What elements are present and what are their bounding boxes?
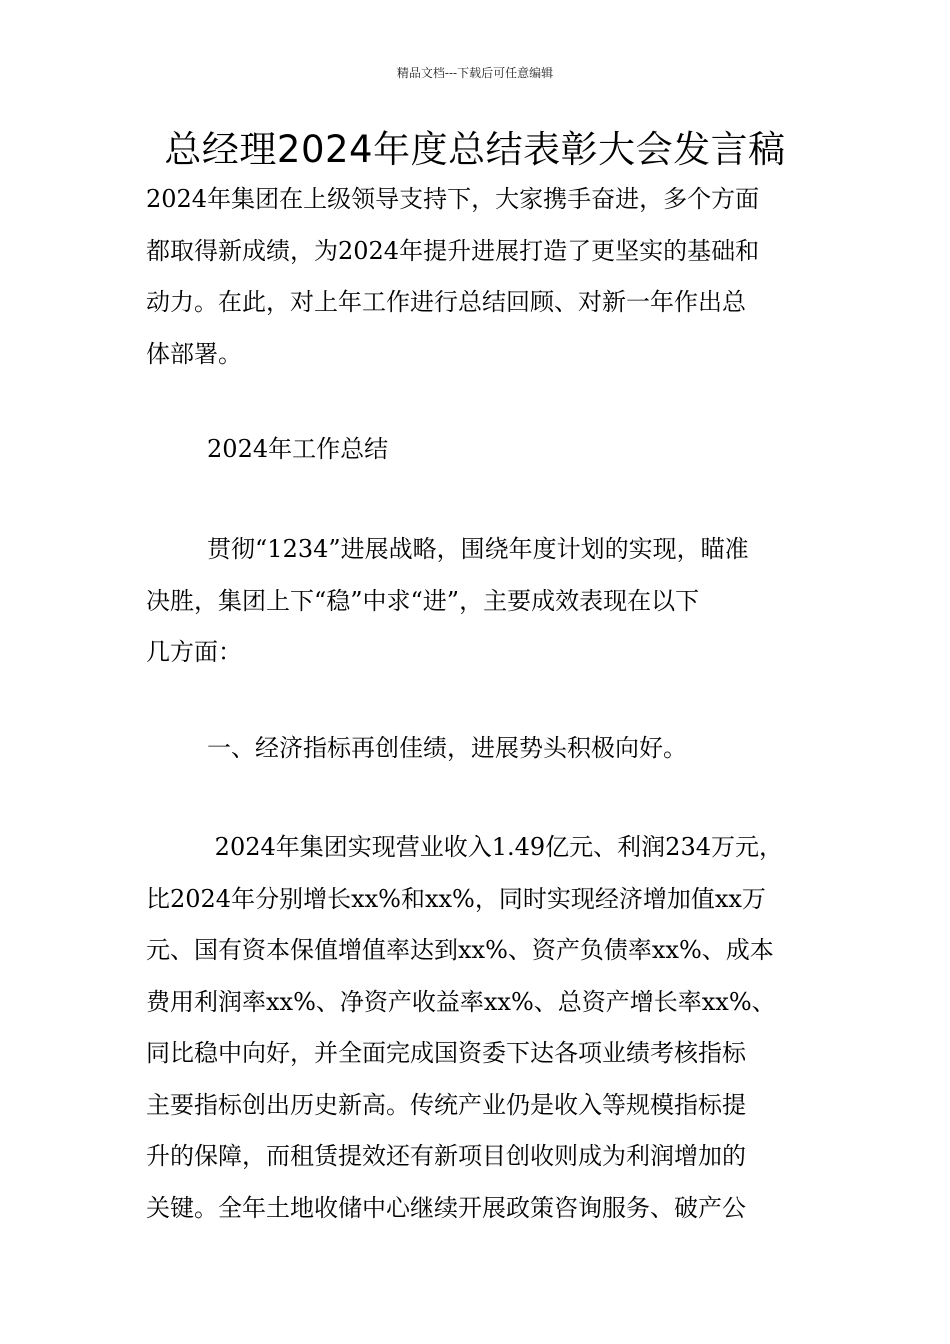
item-one-heading: 一、经济指标再创佳绩，进展势头积极向好。 — [146, 734, 688, 762]
header-note: 精品文档---下载后可任意编辑 — [396, 66, 554, 80]
item-one-paragraph: 2024年集团实现营业收入1.49亿元、利润234万元， 比2024年分别增长xx%和xx%，同时实现经济增加值xx万 元、国有资本保值增值率达到xx%、资产负债率xx%、成本 费用利润率xx%、净资产收益率xx%、总资产增长率xx%、 同比稳中向好，并全面完成国资委下达各项业绩考核指标 主要指标创出历史新高。传统产业仍是收入等规模指标提 升的保障，而租赁提效还有新项目创收则成为利润增加的 关键。全年土地收储中心继续开展政策咨询服务、破产公 — [146, 833, 783, 1222]
document-title: 总经理2024年度总结表彰大会发言稿 — [164, 128, 786, 171]
strategy-paragraph: 贯彻“1234”进展战略，围绕年度计划的实现，瞄准 决胜，集团上下“稳”中求“进”，主要成效表现在以下 几方面： — [146, 535, 749, 666]
intro-paragraph: 2024年集团在上级领导支持下，大家携手奋进，多个方面 都取得新成绩，为2024年提升进展打造了更坚实的基础和 动力。在此，对上年工作进行总结回顾、对新一年作出总 体部署。 — [146, 185, 760, 368]
section-heading: 2024年工作总结 — [146, 435, 389, 463]
